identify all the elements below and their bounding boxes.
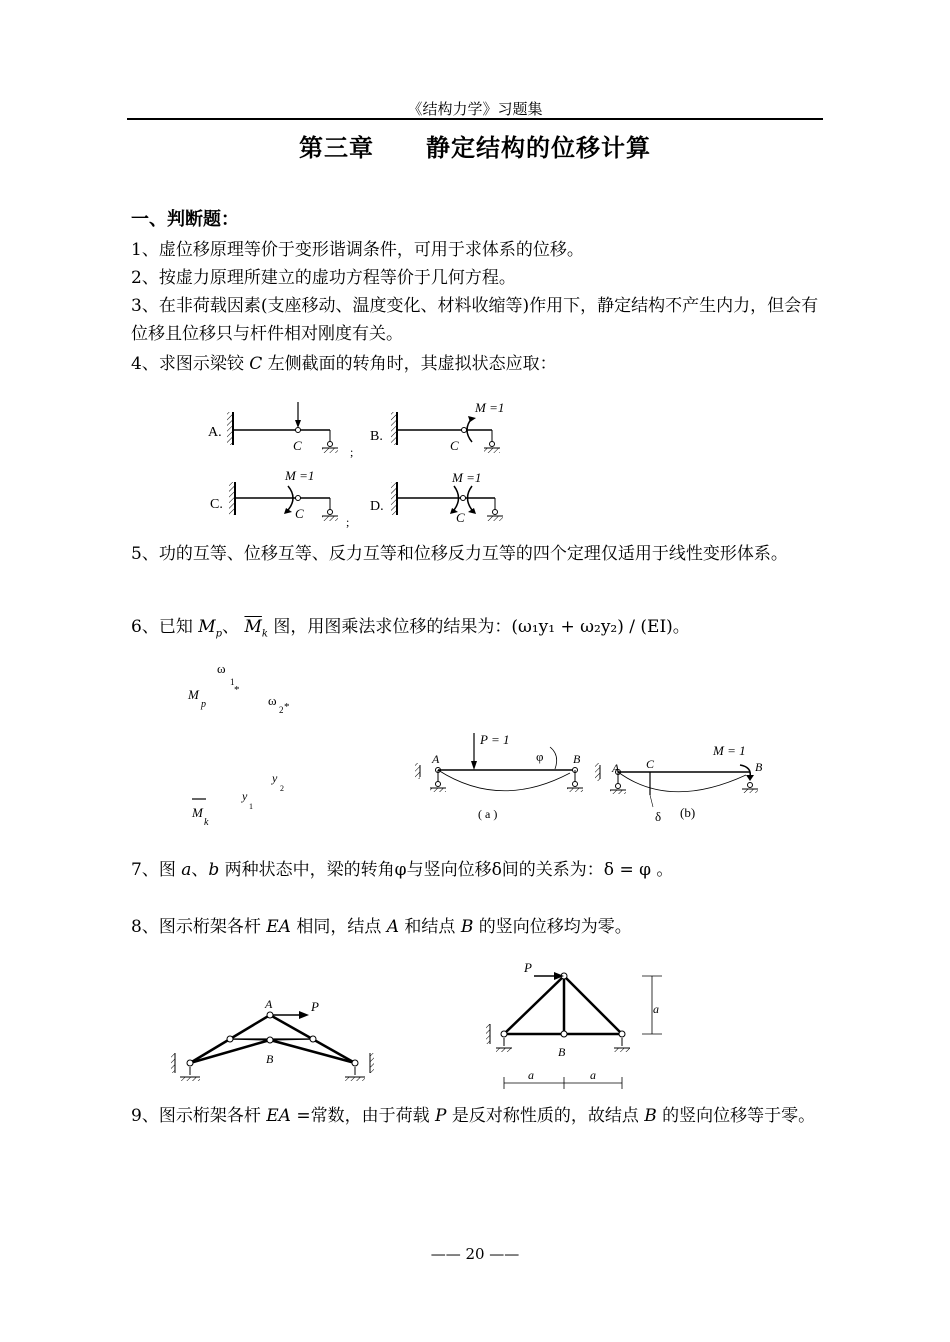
- chapter-title: [0, 128, 950, 163]
- svg-text:*: *: [284, 701, 290, 713]
- option-b-label: B.: [370, 429, 383, 444]
- svg-text:C: C: [456, 510, 465, 525]
- q4-options-figure: [200, 390, 520, 530]
- svg-text:φ: φ: [536, 749, 544, 764]
- svg-text:P: P: [524, 960, 532, 975]
- q6-diagram: [180, 655, 320, 835]
- running-header: 《结构力学》习题集: [407, 100, 543, 118]
- svg-text:C: C: [646, 757, 655, 771]
- svg-text:M = 1: M = 1: [713, 743, 746, 758]
- svg-text:1: 1: [249, 802, 253, 811]
- svg-text:M: M: [192, 805, 203, 820]
- option-c-label: C.: [210, 497, 223, 512]
- svg-text:B: B: [755, 760, 763, 774]
- svg-text:2: 2: [279, 705, 284, 715]
- svg-text:*: *: [234, 684, 240, 696]
- svg-text:ω: ω: [268, 693, 277, 708]
- svg-text:A: A: [432, 752, 440, 766]
- svg-text:k: k: [204, 817, 209, 828]
- svg-text:δ: δ: [655, 809, 662, 824]
- question-1: 1、虚位移原理等价于变形谐调条件，可用于求体系的位移。: [131, 240, 584, 260]
- q7-figure: [410, 725, 780, 835]
- svg-text:B: B: [266, 1052, 274, 1066]
- question-4: 4、求图示梁铰 C 左侧截面的转角时，其虚拟状态应取：: [131, 354, 557, 374]
- svg-text:a: a: [528, 1068, 534, 1082]
- svg-text:P: P: [311, 999, 319, 1014]
- svg-text:B: B: [558, 1045, 566, 1059]
- svg-text:a: a: [653, 1002, 659, 1016]
- option-a-label: A.: [208, 425, 222, 440]
- section-heading: 一、判断题：: [131, 209, 239, 230]
- svg-text:M =1: M =1: [452, 470, 482, 485]
- question-8: 8、图示桁架各杆 EA 相同，结点 A 和结点 B 的竖向位移均为零。: [131, 917, 632, 937]
- svg-text:2: 2: [280, 784, 284, 793]
- question-5: 5、功的互等、位移互等、反力互等和位移反力互等的四个定理仅适用于线性变形体系。: [131, 544, 788, 564]
- chapter-number: 第三章: [299, 134, 374, 162]
- svg-text:C: C: [293, 438, 302, 453]
- svg-text:p: p: [201, 699, 206, 710]
- svg-text:C: C: [450, 438, 459, 453]
- svg-text:;: ;: [346, 515, 350, 529]
- page-number: —— 20 ——: [430, 1245, 520, 1263]
- svg-text:B: B: [573, 752, 581, 766]
- chapter-name: 静定结构的位移计算: [426, 134, 651, 162]
- svg-text:1: 1: [230, 677, 235, 687]
- question-6: 6、已知 $M_p$、 $\overline{M}_k$ 图，用图乘法求位移的结果为：(ω₁y₁ + ω₂y₂) / (EI)。: [131, 617, 690, 640]
- question-7: 7、图 a、b 两种状态中，梁的转角φ与竖向位移δ间的关系为：δ = φ 。: [131, 860, 674, 880]
- svg-text:C: C: [295, 506, 304, 521]
- q9-truss-figure: [482, 958, 672, 1093]
- svg-text:(b): (b): [680, 805, 696, 820]
- q6-formula: (ω₁y₁ + ω₂y₂) / (EI): [511, 617, 673, 637]
- svg-text:P = 1: P = 1: [480, 732, 510, 747]
- header-rule: [127, 118, 823, 120]
- option-d-label: D.: [370, 499, 384, 514]
- q8-truss-figure: [165, 995, 385, 1090]
- svg-text:ω: ω: [217, 661, 226, 676]
- question-9: 9、图示桁架各杆 EA =常数，由于荷载 P 是反对称性质的，故结点 B 的竖向位移等于零。: [131, 1106, 816, 1126]
- svg-text:M =1: M =1: [285, 468, 315, 483]
- svg-text:y: y: [272, 771, 278, 785]
- svg-text:;: ;: [350, 445, 354, 459]
- svg-text:M: M: [188, 687, 199, 702]
- svg-text:A: A: [265, 997, 273, 1011]
- svg-text:a: a: [590, 1068, 596, 1082]
- svg-text:A: A: [612, 761, 620, 775]
- question-2: 2、按虚力原理所建立的虚功方程等价于几何方程。: [131, 268, 516, 288]
- svg-text:M =1: M =1: [475, 400, 505, 415]
- svg-text:( a ): ( a ): [478, 807, 498, 821]
- question-3: 3、在非荷载因素(支座移动、温度变化、材料收缩等)作用下，静定结构不产生内力，但会有位移且位移只与杆件相对刚度有关。: [131, 296, 819, 344]
- svg-text:y: y: [242, 789, 248, 803]
